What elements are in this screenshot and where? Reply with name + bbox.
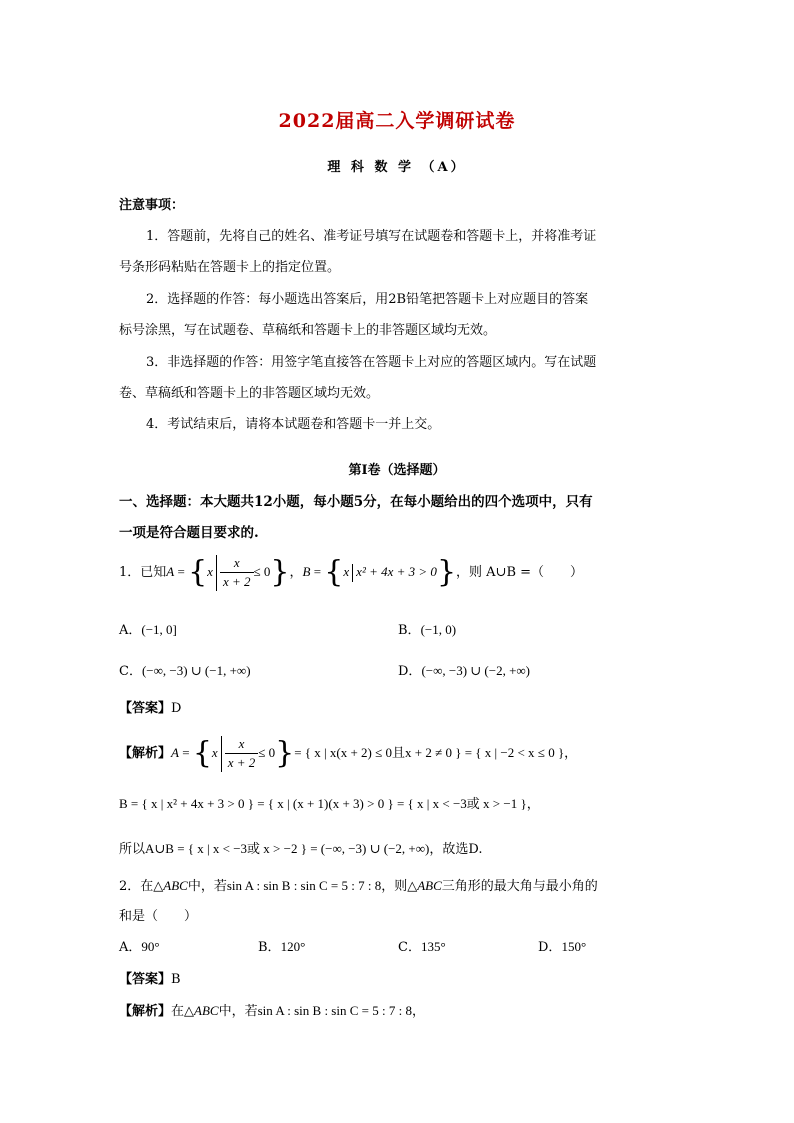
q2-answer bbox=[119, 968, 181, 987]
triangle-symbol: △ABC bbox=[184, 1003, 219, 1018]
answer-value: B bbox=[171, 972, 181, 987]
option-value: (−1, 0] bbox=[141, 622, 177, 637]
fraction-numerator: x bbox=[225, 735, 259, 754]
triangle-symbol: △ABC bbox=[407, 878, 442, 893]
q2-prefix: 2．在 bbox=[119, 879, 154, 894]
question-2-stem-line-1 bbox=[119, 875, 598, 894]
notice-heading: 注意事项： bbox=[119, 198, 185, 213]
set-a-inequality: ≤ 0 bbox=[258, 745, 276, 760]
sine-ratio: sin A : sin B : sin C = 5 : 7 : 8 bbox=[257, 1003, 412, 1018]
fraction-numerator: x bbox=[220, 554, 254, 573]
q2-option-b bbox=[258, 936, 305, 955]
option-value: (−∞, −3) ∪ (−2, +∞) bbox=[421, 663, 531, 678]
analysis-conclusion-prefix: 所以 bbox=[119, 842, 146, 857]
analysis-suffix: ， bbox=[411, 1004, 425, 1019]
question-1-stem: 1．已知A = {x $\frac{x}{x + 2}$ ≤ 0}，B = {x x² + 4x + 3 > 0}，则 A∪B =（ ） bbox=[119, 554, 584, 590]
set-a-fraction bbox=[225, 735, 259, 772]
sine-ratio: sin A : sin B : sin C = 5 : 7 : 8 bbox=[226, 878, 382, 893]
option-value: 90° bbox=[141, 939, 160, 954]
set-a-symbol: A bbox=[171, 745, 179, 760]
analysis-mid: 中，若 bbox=[218, 1004, 258, 1019]
notice-item-1-line-1: 1．答题前，先将自己的姓名、准考证号填写在试题卷和答题卡上，并将准考证 bbox=[146, 229, 597, 244]
q1-analysis-line-2: B = { x | x² + 4x + 3 > 0 } = { x | (x + 1)(x + 3) > 0 } = { x | x < −3或 x > −1 }， bbox=[119, 796, 540, 811]
option-label: B． bbox=[398, 623, 421, 638]
set-a-variable: x bbox=[211, 745, 218, 760]
page-title: 2022届高二入学调研试卷 bbox=[278, 110, 516, 132]
q1-analysis-line-1: 【解析】A = {x $\frac{x}{x + 2}$ ≤ 0}= { x | x(x + 2) ≤ 0且x + 2 ≠ 0 } = { x | −2 < x ≤ 0 }， bbox=[119, 735, 578, 771]
set-b-symbol: B bbox=[302, 564, 311, 579]
set-a-inequality: ≤ 0 bbox=[253, 564, 271, 579]
analysis-conclusion-suffix: ，故选D. bbox=[429, 842, 483, 857]
set-a-variable: x bbox=[207, 564, 213, 579]
q2-mid: 中，若 bbox=[187, 879, 227, 894]
question-2-stem-line-2: 和是（ ） bbox=[119, 909, 198, 924]
answer-label: 【答案】 bbox=[119, 701, 172, 716]
analysis-set-a-result: = { x | x(x + 2) ≤ 0且x + 2 ≠ 0 } = { x | −2 < x ≤ 0 }， bbox=[294, 745, 578, 760]
analysis-label: 【解析】 bbox=[119, 746, 172, 761]
q2-mid2: ，则 bbox=[381, 879, 408, 894]
notice-item-3-line-2: 卷、草稿纸和答题卡上的非答题区域均无效。 bbox=[119, 386, 380, 401]
set-a-fraction bbox=[220, 554, 254, 591]
option-value: (−1, 0) bbox=[420, 622, 457, 637]
page-subtitle: 理 科 数 学 （A） bbox=[327, 160, 467, 175]
q1-option-d bbox=[398, 660, 530, 679]
set-a-symbol: A bbox=[166, 564, 175, 579]
set-b-condition: x² + 4x + 3 > 0 bbox=[356, 564, 437, 579]
analysis-prefix: 在 bbox=[171, 1004, 185, 1019]
part1-heading: 第Ⅰ卷（选择题） bbox=[348, 463, 446, 478]
analysis-label: 【解析】 bbox=[119, 1004, 172, 1019]
section-heading-line-1: 一、选择题：本大题共12小题，每小题5分，在每小题给出的四个选项中，只有 bbox=[119, 494, 593, 510]
answer-label: 【答案】 bbox=[119, 972, 172, 987]
fraction-denominator: x + 2 bbox=[222, 574, 251, 589]
q2-option-c bbox=[398, 936, 446, 955]
option-label: D． bbox=[538, 940, 562, 955]
analysis-conclusion-math: A∪B = { x | x < −3或 x > −2 } = (−∞, −3) ∪ (−2, +∞) bbox=[145, 841, 430, 856]
option-label: D． bbox=[398, 664, 422, 679]
option-value: (−∞, −3) ∪ (−1, +∞) bbox=[141, 663, 251, 678]
option-label: C． bbox=[119, 664, 142, 679]
q1-prefix: 1．已知 bbox=[119, 565, 167, 580]
q2-analysis bbox=[119, 1000, 425, 1019]
fraction-denominator: x + 2 bbox=[227, 755, 256, 770]
option-value: 120° bbox=[280, 939, 306, 954]
option-label: A． bbox=[119, 940, 142, 955]
q2-suffix: 三角形的最大角与最小角的 bbox=[441, 879, 598, 894]
q1-option-b bbox=[398, 619, 456, 638]
option-value: 135° bbox=[420, 939, 446, 954]
q2-option-d bbox=[538, 936, 586, 955]
option-label: B． bbox=[258, 940, 281, 955]
notice-item-2-line-1: 2．选择题的作答：每小题选出答案后，用2B铅笔把答题卡上对应题目的答案 bbox=[146, 292, 589, 307]
q1-option-a bbox=[119, 619, 177, 638]
notice-item-2-line-2: 标号涂黑，写在试题卷、草稿纸和答题卡上的非答题区域均无效。 bbox=[119, 323, 497, 338]
q1-analysis-line-3 bbox=[119, 838, 482, 857]
section-heading-line-2: 一项是符合题目要求的. bbox=[119, 525, 259, 541]
q1-comma: ， bbox=[289, 565, 303, 580]
option-label: C． bbox=[398, 940, 421, 955]
q1-option-c bbox=[119, 660, 251, 679]
notice-item-4: 4．考试结束后，请将本试题卷和答题卡一并上交。 bbox=[146, 417, 441, 432]
q1-tail: ，则 A∪B =（ ） bbox=[456, 565, 584, 580]
notice-item-3-line-1: 3．非选择题的作答：用签字笔直接答在答题卡上对应的答题区域内。写在试题 bbox=[146, 355, 597, 370]
option-label: A． bbox=[119, 623, 142, 638]
set-b-variable: x bbox=[343, 564, 350, 579]
q1-answer bbox=[119, 697, 181, 716]
notice-item-1-line-2: 号条形码粘贴在答题卡上的指定位置。 bbox=[119, 260, 341, 275]
triangle-symbol: △ABC bbox=[153, 878, 188, 893]
answer-value: D bbox=[171, 701, 182, 716]
q2-option-a bbox=[119, 936, 160, 955]
option-value: 150° bbox=[561, 939, 587, 954]
